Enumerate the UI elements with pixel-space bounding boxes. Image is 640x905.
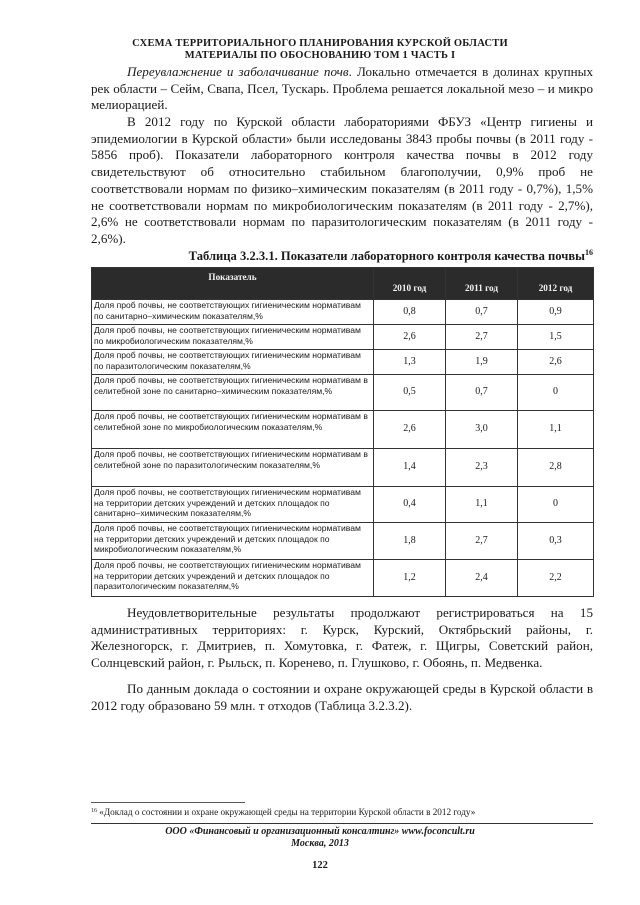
row-label: Доля проб почвы, не соответствующих гигиеническим нормативам в селитебной зоне по санитарно–химическим показателям,% [92,375,374,411]
value-2012: 1,1 [518,411,594,449]
row-label: Доля проб почвы, не соответствующих гигиеническим нормативам в селитебной зоне по паразитологическим показателям,% [92,449,374,487]
row-label: Доля проб почвы, не соответствующих гигиеническим нормативам на территории детских учреждений и детских площадок по микробиологическим показателям,% [92,523,374,560]
table-header-row [92,268,594,300]
value-2011: 2,3 [446,449,518,487]
value-2012: 1,5 [518,325,594,350]
value-2010: 1,2 [374,560,446,597]
value-2012: 0 [518,375,594,411]
value-2010: 2,6 [374,325,446,350]
col-header-indicator: Показатель [92,268,374,300]
footnote-divider [91,802,245,803]
footnote-ref: 16 [585,248,593,257]
value-2010: 0,8 [374,300,446,325]
document-header [0,38,640,62]
header-title: СХЕМА ТЕРРИТОРИАЛЬНОГО ПЛАНИРОВАНИЯ КУРСКОЙ ОБЛАСТИ [132,38,508,49]
value-2011: 1,9 [446,350,518,375]
value-2010: 1,8 [374,523,446,560]
table-row [92,325,594,350]
col-header-2010: 2010 год [374,268,446,300]
table-title-text: Таблица 3.2.3.1. Показатели лабораторного контроля качества почвы [188,249,585,263]
value-2010: 2,6 [374,411,446,449]
italic-term: Переувлажнение и заболачивание почв [127,64,349,79]
paragraph-text: По данным доклада о состоянии и охране окружающей среды в Курской области в 2012 году образовано 59 млн. т отходов (Таблица 3.2.3.2). [91,681,593,713]
table-row [92,487,594,523]
footer-company: ООО «Финансовый и организационный консалтинг» www.foconcult.ru [165,826,475,837]
row-label: Доля проб почвы, не соответствующих гигиеническим нормативам по микробиологическим показателям,% [92,325,374,350]
table-row [92,350,594,375]
value-2012: 0 [518,487,594,523]
value-2012: 0,3 [518,523,594,560]
table-row [92,375,594,411]
table-row [92,411,594,449]
paragraph-waste [91,681,593,714]
row-label: Доля проб почвы, не соответствующих гигиеническим нормативам по паразитологическим показателям,% [92,350,374,375]
col-header-2011: 2011 год [446,268,518,300]
document-footer [0,826,640,850]
footnote [91,807,593,817]
table-title [91,248,593,264]
footer-divider [91,823,593,824]
row-label: Доля проб почвы, не соответствующих гигиеническим нормативам на территории детских учреждений и детских площадок по санитарно–химическим показателям,% [92,487,374,523]
col-header-2012: 2012 год [518,268,594,300]
paragraph-territories [91,605,593,672]
value-2012: 2,6 [518,350,594,375]
paragraph-text: В 2012 году по Курской области лабораториями ФБУЗ «Центр гигиены и эпидемиологии в Курской области» были исследованы 3843 пробы почвы (в 2011 году - 5856 проб). Показатели лабораторного контроля качества почвы в 2012 году свидетельствуют об относительно стабильном благополучии, 0,9% проб не соответствовали нормам по физико–химическим показателям (в 2011 году - 0,7%), 1,5% не соответствовали нормам по микробиологическим показателям (в 2011 году - 2,7%), 2,6% не соответствовали нормам по паразитологическим показателям (в 2011 году - 2,6%). [91,114,593,246]
value-2011: 3,0 [446,411,518,449]
paragraph-text: Неудовлетворительные результаты продолжают регистрироваться на 15 административных территориях: г. Курск, Курский, Октябрьский районы, г. Железногорск, г. Дмитриев, п. Хомутовка, г. Фатеж, г. Щигры, Советский район, Солнцевский район, г. Рыльск, п. Коренево, п. Глушково, г. Обоянь, п. Медвенка. [91,605,593,671]
value-2010: 1,4 [374,449,446,487]
paragraph-lab-results [91,114,593,248]
row-label: Доля проб почвы, не соответствующих гигиеническим нормативам в селитебной зоне по микробиологическим показателям,% [92,411,374,449]
soil-quality-table [91,267,594,597]
value-2011: 2,4 [446,560,518,597]
table-row [92,300,594,325]
value-2012: 0,9 [518,300,594,325]
value-2011: 0,7 [446,300,518,325]
table-row [92,449,594,487]
paragraph-soil-waterlogging [91,64,593,114]
value-2010: 0,4 [374,487,446,523]
value-2011: 1,1 [446,487,518,523]
value-2010: 1,3 [374,350,446,375]
row-label: Доля проб почвы, не соответствующих гигиеническим нормативам по санитарно–химическим показателям,% [92,300,374,325]
table-row [92,523,594,560]
table-row [92,560,594,597]
value-2011: 2,7 [446,523,518,560]
value-2011: 0,7 [446,375,518,411]
header-subtitle: МАТЕРИАЛЫ ПО ОБОСНОВАНИЮ ТОМ 1 ЧАСТЬ I [184,50,456,61]
footer-city-year: Москва, 2013 [291,838,349,849]
value-2011: 2,7 [446,325,518,350]
value-2012: 2,2 [518,560,594,597]
value-2012: 2,8 [518,449,594,487]
page-number: 122 [312,860,328,871]
footnote-number: 16 [91,808,97,814]
value-2010: 0,5 [374,375,446,411]
footnote-text: «Доклад о состоянии и охране окружающей среды на территории Курской области в 2012 году» [97,807,476,817]
row-label: Доля проб почвы, не соответствующих гигиеническим нормативам на территории детских учреждений и детских площадок по паразитологическим показателям,% [92,560,374,597]
paragraph-text: . Локально отмечается в долинах крупных рек области – Сейм, Свапа, Псел, Тускарь. Проблема решается локальной мезо – и микро мелиорацией. [91,64,593,113]
